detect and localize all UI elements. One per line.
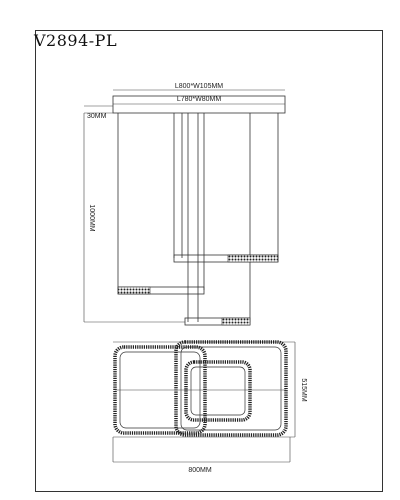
height-label: 1000MM	[88, 204, 95, 232]
ring-small	[186, 362, 250, 420]
ring-bottom-led	[222, 318, 250, 325]
ring-middle-led	[118, 287, 150, 294]
canopy-inner-label: L780*W80MM	[176, 96, 222, 103]
ring-top-led	[228, 255, 278, 262]
model-code: V2894-PL	[34, 31, 118, 50]
canopy-outer-label: L800*W105MM	[174, 83, 224, 90]
width-label: 800MM	[188, 467, 212, 474]
canopy-thickness-label: 30MM	[87, 113, 107, 120]
depth-label: 515MM	[300, 378, 307, 402]
